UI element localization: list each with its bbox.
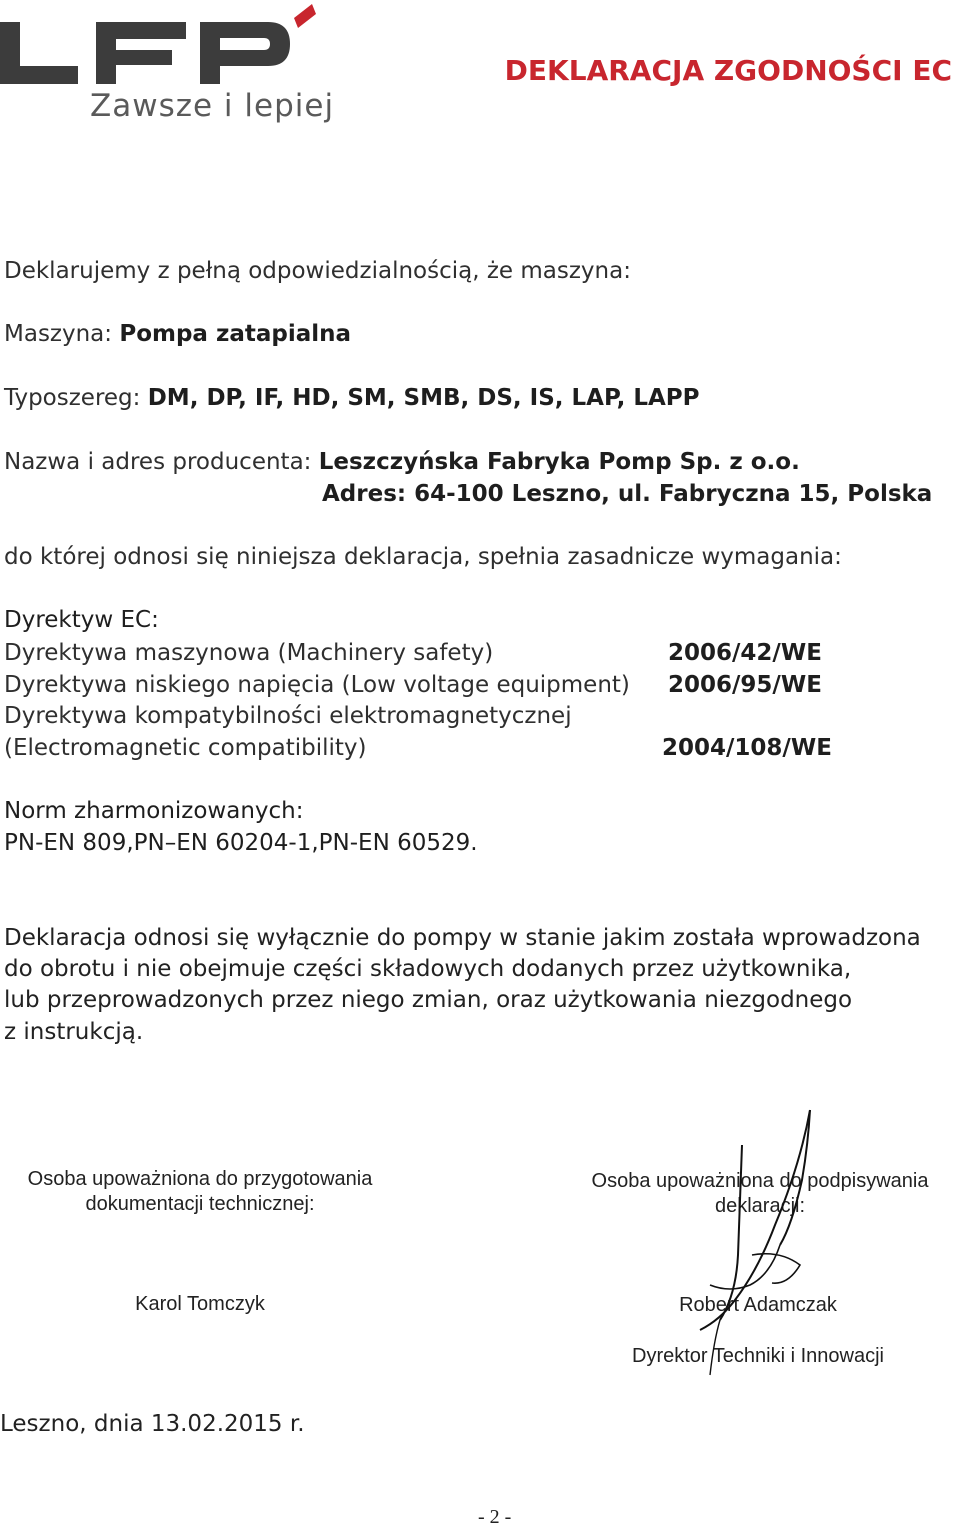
handwritten-signature [680, 1105, 820, 1385]
machine-label: Maszyna: [4, 321, 113, 347]
machine-value: Pompa zatapialna [119, 321, 352, 347]
directive-name-line2: (Electromagnetic compatibility) [4, 735, 367, 761]
left-signer-role-line1: Osoba upoważniona do przygotowania [27, 1168, 373, 1190]
directive-code: 2006/95/WE [668, 672, 822, 698]
right-signer-role-line2: deklaracji: [714, 1195, 806, 1217]
standards-list: PN-EN 809,PN–EN 60204-1,PN-EN 60529. [4, 830, 478, 856]
document-title: DEKLARACJA ZGODNOŚCI EC [504, 54, 952, 87]
producer-address: Adres: 64-100 Leszno, ul. Fabryczna 15, Polska [322, 481, 933, 507]
disclaimer-line: z instrukcją. [4, 1019, 144, 1045]
left-signer-role [0, 1168, 400, 1216]
directive-name: Dyrektywa kompatybilności elektromagnetycznej [4, 703, 572, 729]
intro-text: Deklarujemy z pełną odpowiedzialnością, że maszyna: [4, 258, 631, 284]
directives-heading: Dyrektyw EC: [4, 607, 159, 633]
directive-name: Dyrektywa maszynowa (Machinery safety) [4, 640, 494, 666]
series-value: DM, DP, IF, HD, SM, SMB, DS, IS, LAP, LAPP [147, 385, 700, 411]
series-row [4, 385, 700, 411]
disclaimer-line: Deklaracja odnosi się wyłącznie do pompy w stanie jakim została wprowadzona [4, 925, 921, 951]
producer-name: Leszczyńska Fabryka Pomp Sp. z o.o. [318, 449, 800, 475]
company-logo [0, 0, 330, 90]
disclaimer-line: lub przeprowadzonych przez niego zmian, oraz użytkowania niezgodnego [4, 987, 853, 1013]
page-number: - 2 - [478, 1506, 512, 1528]
directive-code: 2006/42/WE [668, 640, 822, 666]
machine-row [4, 321, 351, 347]
left-signer-name: Karol Tomczyk [135, 1293, 265, 1315]
producer-row [4, 449, 800, 475]
place-date: Leszno, dnia 13.02.2015 r. [0, 1411, 305, 1437]
producer-label: Nazwa i adres producenta: [4, 449, 312, 475]
right-signer-name: Robert Adamczak [679, 1294, 837, 1316]
requirements-text: do której odnosi się niniejsza deklaracja, spełnia zasadnicze wymagania: [4, 544, 842, 570]
left-signer-role-line2: dokumentacji technicznej: [85, 1193, 315, 1215]
disclaimer-line: do obrotu i nie obejmuje części składowych dodanych przez użytkownika, [4, 956, 852, 982]
directive-code: 2004/108/WE [662, 735, 832, 761]
directive-name: Dyrektywa niskiego napięcia (Low voltage equipment) [4, 672, 630, 698]
right-signer-role-line1: Osoba upoważniona do podpisywania [591, 1170, 929, 1192]
company-tagline: Zawsze i lepiej [90, 88, 335, 124]
series-label: Typoszereg: [4, 385, 141, 411]
standards-heading: Norm zharmonizowanych: [4, 798, 304, 824]
right-signer-position: Dyrektor Techniki i Innowacji [632, 1345, 884, 1367]
